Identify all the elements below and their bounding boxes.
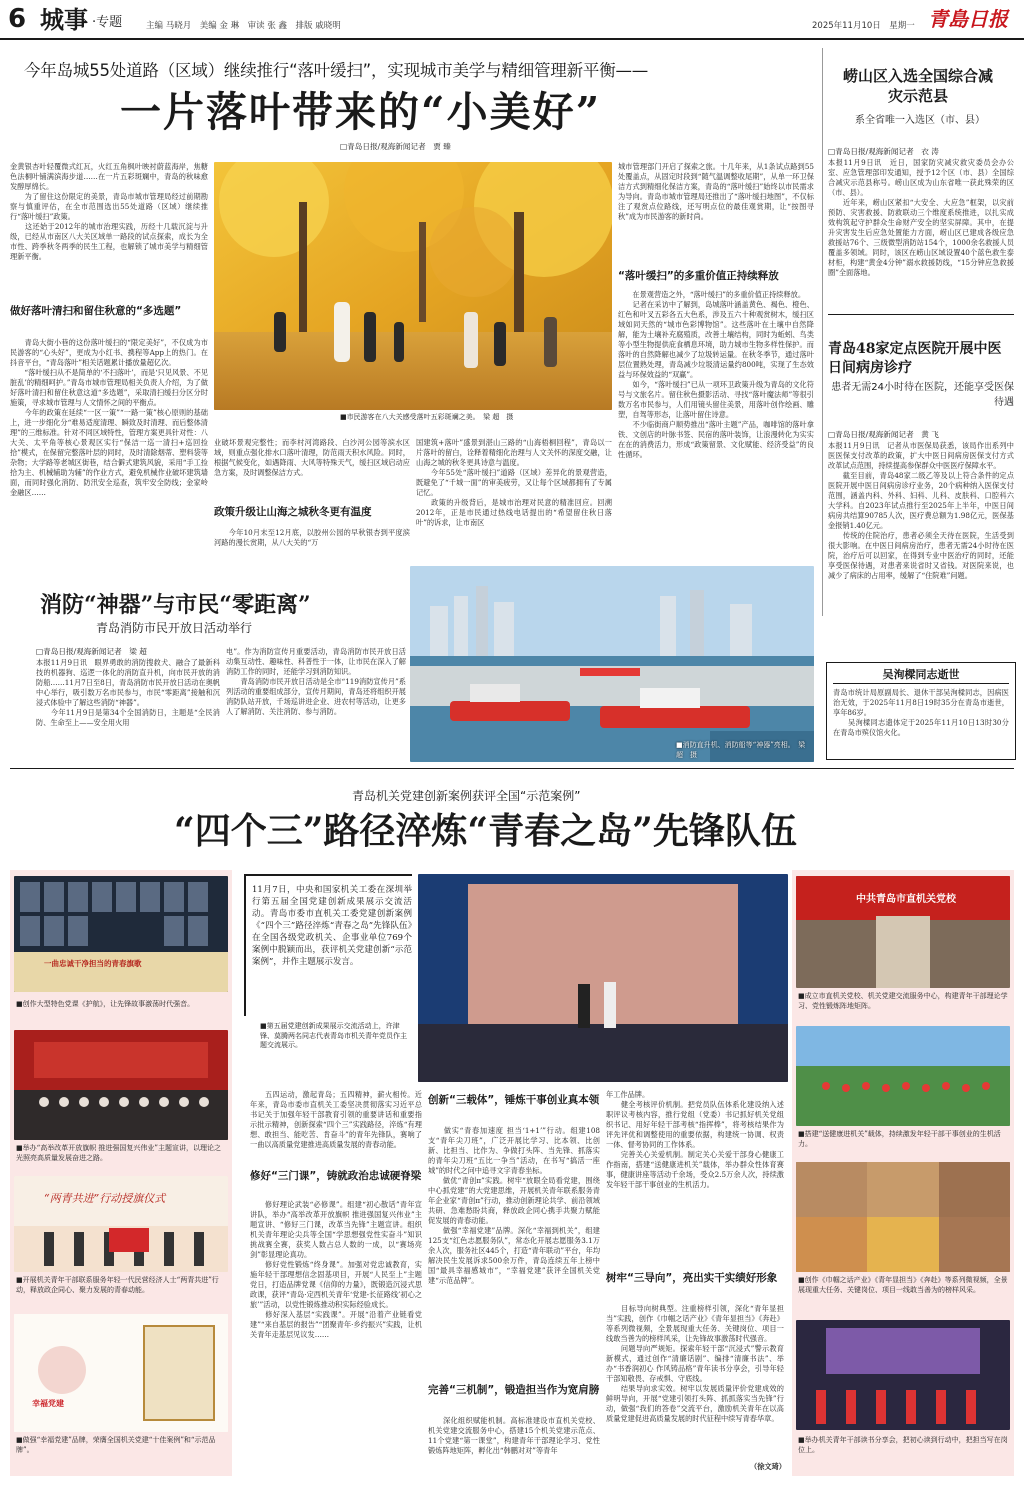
school-banner-text: 中共青岛市直机关党校 <box>856 894 956 905</box>
lead-photo <box>214 162 612 410</box>
party-col-a2: 修好理论武装“必修课”。组建“初心散话”青年宣讲队，举办“高举改革开放旗帜 推进强国复兴伟业”主题宣讲、“修好三门课，改革当先锋”主题宣讲。组织机关青年理论尖兵等全国“学思想强党性实奋斗”知识挑战赛全赛，获奖人数占总人数的一成，以“赛场亮剑”彰显理论真功。 修好党性锻炼“终身课”。加强对党忠诚教育，实施年轻干部理想信念固基项目，开展“人民至上”主题党日，打造品牌党课《信仰的力量》，既锻造沉浸式思政课，获评“青岛·定西机关青年‘党建-长征路线’初心之旅’”活动，以党性锻炼推动积实际经验成长。 修好深入基层“实践课”。开展“沿着产业链看党建”“来自基层的报告”“团聚青年·乡约振兴”实践，让机关青年走基层见议发…… <box>250 1200 422 1339</box>
party-subhead-c: 树牢“三导向”，亮出实干实绩好形象 <box>606 1272 778 1284</box>
tcm-subline: 患者无需24小时待在医院，还能享受医保待遇 <box>831 382 1014 408</box>
credits: 主编 马晓月 美编 金 琳 审读 张 鑫 排版 戚晓明 <box>146 21 341 31</box>
tcm-byline: □青岛日报/观海新闻记者 黄 飞 <box>828 430 939 439</box>
party-stage-caption: ■第五届党建创新成果展示交流活动上，许津锋、莫腾两名同志代表青岛市机关青年党员作主题交流展示。 <box>260 1022 407 1049</box>
laoshan-subline: 系全省唯一入选区（市、县） <box>855 115 985 126</box>
section-divider <box>10 768 1014 769</box>
party-col-c2: 目标导向树典型。注重榜样引领，深化“青年显担当”实践，创作《巾帼之话产业》《青年显担当》《奔赴》等系列微视频，全景展现重大任务、关键岗位、项目一线敢当善为的榜样风采，让先锋故事激荡时代强音。 问题导向严规矩。探索年轻干部“沉浸式”警示教育新模式，通过创作“清廉话剧”、编排“清廉书法”、举办“书香润初心 作风铸品格”青年读书分享会，引导年轻干部知敬畏、存戒惧、守底线。 结果导向求实效。树牢以发展质量评价党建成效的鲜明导向，开展“党建引领打头阵、抓抓落实当先锋”行动，做强“我们的答卷”交流平台，激励机关青年在以高质量党建促进高质量发展的时代征程中续写青春华章。 <box>606 1304 784 1423</box>
page-number: 6 <box>8 4 27 34</box>
obituary-box <box>826 662 1016 760</box>
right-column-divider <box>822 48 823 616</box>
lead-photo-caption: ■市民游客在八大关感受落叶五彩斑斓之美。 梁 超 摄 <box>340 413 514 421</box>
left-caption-3: ■开展机关青年干部联系服务年轻一代民营经济人士“两青共进”行动，释放政企同心、聚力发展的青春动能。 <box>16 1276 219 1294</box>
party-photo-portraits <box>796 1162 1010 1272</box>
flag-ceremony-text: “两青共进”行动授旗仪式 <box>44 1192 166 1205</box>
fire-subline: 青岛消防市民开放日活动举行 <box>96 621 253 635</box>
lead-col4b: 在景观营造之外，“落叶缓扫”的多重价值正持续释放。 记者在采访中了解到，岛城落叶涵盖黄色、褐色、橙色、红色和叶叉五彩各五大色系，涉及五六十种观赏树木，缓扫区域如同天然的“城市色彩博物馆”。这些落叶在土壤中自然降解，能为土壤补充腐殖质，改善土壤结构，同时为蚯蚓、鸟类等小型生物提供庇食栖息环境，助力城市生物多样性保护。而落叶的自然降解也减少了垃圾转运量。在秋冬季节，通过落叶层位置熟处理，青岛减少垃圾清运量约800吨，实现了生态效益与环保效益的“双赢”。 如今，“落叶缓扫”已从一项环卫政策升级为青岛的文化符号与文旅名片。留住秋色摄影活动、寻找“落叶魔法师”等很引数万名市民参与，人们用镜头留住美景，用落叶创作绘画、雕塑，自驾等形态，让落叶留住诗意。 不少临街商户顺势推出“落叶主题”产品，咖啡馆的落叶拿铁、文创店的叶脉书签、民宿的落叶装饰，让浪漫转化为实实在在的消费活力，形成“政策留景、文化赋能、经济受益”的良性循环。 <box>618 290 814 459</box>
party-col-c1: 年工作品牌。 健全考核评价机制。把党员队伍体系化建设纳入述职评议考核内容，推行党组（党委）书记抓好机关党组织书记、用好年轻干部考核“指挥棒”，将考核结果作为评先评优和调整使用的重要依据，构建统一协调、权责一体、督考协同的工作体系。 完善关心关爱机制。制定关心关爱干部身心健康工作指南，搭建“送健康进机关”载体，举办群众性体育赛事，健康讲座等活动千余场，受众2.5万余人次，持续激发年轻干部干事创业的生机活力。 <box>606 1090 784 1189</box>
lead-col1: 金黄银杏叶轻覆微式红瓦，火红五角枫叶映衬蔚蓝海岸，焦糖色法桐叶铺满滨海步道……在一片五彩斑斓中，青岛的秋味愈发醇厚绵长。 为了留住这份限定的美景，青岛市城市管理局经过前期勘察与慎重评估，在全市范围选出55处道路（区域）继续推行“落叶缓扫”政策。 这还始于2012年的城市治理实践，历经十几载沉淀与升级，已经从市南区八大关区域单一路段的试点探索，成长为全市性、跨季秋冬两季的民生工程，也解锁了城市美学与精细管理新平衡。 <box>10 162 208 261</box>
lead-kicker: 今年岛城55处道路（区域）继续推行“落叶缓扫”，实现城市美学与精细管理新平衡—— <box>24 61 649 80</box>
fire-byline: □青岛日报/观海新闻记者 梁 超 <box>36 647 147 656</box>
party-subhead-b1: 创新“三载体”，锤炼干事创业真本领 <box>428 1094 600 1106</box>
party-col-b1: 做实“青春加速度 担当‘1+1’”行动。组建108支“青年尖刀班”，广泛开展比学习、比本领、比创新、比担当、比作为、争做打头阵、当先锋、抓落实的青年尖刀班“五比一争当”活动，在书写“搞活一座城”的时代之问中追寻文字青春坐标。 做优“青创π”实践。树牢“放眼全局看党建，围绕中心抓党建”的大党建思维，开展机关青年联系服务青年企业家“青创π”行动，推动创新理论共学、前沿领域共研、急难愁盼共商，释放政企同心携手共聚力赋能促发展的青春动能。 做强“幸福党建”品牌。深化“幸福到机关”，组建125支“红色志愿服务队”，常态化开展志愿服务3.1万余人次，服务社区445个，打造“青年联动”平台，年均解决民生发展诉求500余万件，青岛连续五年上榜中国“最具幸福感城市”，“幸福党建”获评全国机关党建“示范品牌”。 <box>428 1126 600 1285</box>
lead-byline: □青岛日报/观海新闻记者 贾 臻 <box>340 142 451 151</box>
laoshan-body: 本报11月9日讯 近日，国家防灾减灾救灾委员会办公室、应急管理部印发通知，授予12个区（市、县）全国综合减灾示范县称号。崂山区成为山东省唯一获此殊荣的区（市、县）。 近年来，崂山区紧扣“大安全、大应急”框架，以灾前预防、灾害救援、防救联动三个维度系统推进，以扎实成效构筑起守护群众生命财产安全的坚实屏障。其中，在提升灾害发生后应急处置能力方面，崂山区已建成各级应急救援站76个、三级微型消防站154个，1000余名救援人员覆盖多领域。同时，该区在崂山区域设置40个蓝色救生泰材柜，构建“黄金4分钟”溺水救援防线，“15分钟应急救援圈”全面落地。 <box>828 158 1014 277</box>
tcm-body: 本报11月9日讯 记者从市医保局获悉，该局作出系列中医医保支付改革的政策，扩大中医日间病房医保支付方式改革试点范围，持续提高参保群众中医医疗保障水平。 截至目前，青岛48家二级乙等及以上符合条件的定点医院开展中医日间病房诊疗业务，20个病种纳入医保支付范围，涵盖内科、外科、妇科、儿科、皮肤科、口腔科六大学科。自2023年试点推行至2025年上半年，中医日间病房共结算90785人次，医疗费总额为1.98亿元，医保基金报销1.40亿元。 传统的住院治疗，患者必须全天待在医院，生活受到很大影响。在中医日间病房治疗，患者无需24小时待在医院，治疗后可以回家，在得到专业中医治疗的同时，还能享受医保待遇，对患者来说省时又省钱。对医院来说，也减少了病床的占用率，缓解了“住院难”问题。 <box>828 441 1014 580</box>
lead-headline: 一片落叶带来的“小美好” <box>120 88 602 136</box>
right-divider-1 <box>828 314 1014 315</box>
obituary-body: 青岛市统计局原副局长、退休干部吴洵樑同志，因病医治无效，于2025年11月8日19时35分在青岛市逝世，享年86岁。 吴洵樑同志遗体定于2025年11月10日13时30分在青岛市殡仪馆火化。 <box>833 688 1009 737</box>
laoshan-byline: □青岛日报/观海新闻记者 衣 涛 <box>828 147 939 156</box>
lead-subhead-3: “落叶缓扫”的多重价值正持续释放 <box>618 270 779 282</box>
fire-photo-caption: ■消防直升机、消防船等“神器”亮相。 梁 超 摄 <box>676 741 806 759</box>
party-col-a: 五四运动，激起青岛；五四精神，薪火相传。近年来，青岛市委市直机关工委坚决贯彻落实习近平总书记关于加强年轻干部教育引领的重要讲话和重要指示批示精神，创新探索“四个三”实践路径，淬炼“有理想、敢担当、能吃苦、肯奋斗”的青年先锋队，赛响了一曲以高质量党建推进高质量发展的青春动能。 <box>250 1090 422 1149</box>
laoshan-headline: 崂山区入选全国综合减灾示范县 <box>842 67 993 105</box>
party-headline: “四个三”路径淬炼“青春之岛”先锋队伍 <box>174 810 797 852</box>
fire-photo <box>410 566 814 762</box>
party-author: （徐文琦） <box>750 1462 786 1471</box>
issue-date: 2025年11月10日 星期一 <box>812 21 915 31</box>
party-photo-school <box>796 876 1010 988</box>
fire-headline: 消防“神器”与市民“零距离” <box>40 592 311 618</box>
lead-subhead-1: 做好落叶清扫和留住秋意的“多选题” <box>10 305 182 317</box>
party-photo-huhang <box>14 876 228 992</box>
brand-text: 幸福党建 <box>32 1399 64 1408</box>
section-title: 城事 <box>40 6 88 34</box>
party-photo-lecture <box>14 1030 228 1140</box>
right-caption-2: ■搭建“送健康进机关”载体，持续激发年轻干部干事创业的生机活力。 <box>798 1130 1001 1148</box>
lead-col3: 国建筑+落叶”盛景到湛山三路的“山海梧桐回程”，青岛以一片落叶的留白，诠释着精细化治理与人文关怀的深度交融，让山海之城的秋冬更具诗意与温度。 今年55处“落叶缓扫”道路（区域）差异化的景观营造，既避免了“千城一面”的审美疲劳，又让每个区域都拥有了专属记忆。 政策的升级背后，是城市治理对民意的精准回应。回溯2012年，正是市民通过热线电话提出的“希望留住秋日落叶”的诉求，让市南区 <box>416 438 612 527</box>
party-subhead-a: 修好“三门课”，铸就政治忠诚硬脊梁 <box>250 1170 422 1182</box>
party-col-b2: 深化组织赋能机制。高标准建设市直机关党校、机关党建交流服务中心，搭建15个机关党建示范点、11个党建“第一课堂”，构建青年干部理论学习、党性锻炼阵地矩阵，孵化出“韩鹏对对”等青年 <box>428 1416 600 1455</box>
right-caption-1: ■成立市直机关党校、机关党建交流服务中心，构建青年干部理论学习、党性锻炼阵地矩阵。 <box>798 992 1008 1010</box>
party-kicker: 青岛机关党建创新案例获评全国“示范案例” <box>352 789 581 803</box>
party-photo-flag <box>14 1176 228 1272</box>
party-subhead-b2: 完善“三机制”，锻造担当作为宽肩膀 <box>428 1384 600 1396</box>
party-photo-brand <box>14 1314 228 1432</box>
party-intro: 11月7日，中央和国家机关工委在深圳举行第五届全国党建创新成果展示交流活动。青岛市委市直机关工委党建创新案例《“四个三”路径淬炼“青春之岛”先锋队伍》在全国各级党政机关、企事业单位769个案例中脱颖而出，获评机关党建创新“示范案例”，并作主题展示发言。 <box>252 885 412 967</box>
fire-col2: 电”。作为消防宣传月重要活动，青岛消防市民开放日活动集互动性、趣味性、科普性于一体，让市民在深入了解消防工作的同时，还能学习到消防知识。 青岛消防市民开放日活动是全市“119消防宣传月”系列活动的重要组成部分，宣传月期间，青岛还将组织开展消防队站开放，千场巡讲进企业、进农村等活动，让更多人了解消防、关注消防、参与消防。 <box>226 647 406 716</box>
right-caption-4: ■举办机关青年干部读书分享会，把初心读到行动中，把担当写在岗位上。 <box>798 1436 1008 1454</box>
right-caption-3: ■创作《巾帼之话产业》《青年显担当》《奔赴》等系列微视频，全景展现重大任务、关键岗位、项目一线敢当善为的榜样风采。 <box>798 1276 1008 1294</box>
huhang-banner-text: 一曲忠诚干净担当的青春旗歌 <box>44 959 142 968</box>
lead-subhead-2: 政策升级让山海之城秋冬更有温度 <box>214 506 372 518</box>
fire-col1: 本报11月9日讯 眼界勇敢的消防搜救犬、融合了最新科技的机器狗、巡逻一体化的消防直升机，向市民开放的消防船……11月7日至8日，青岛消防市民开放日活动在奥帆中心举行，吸引数万名市民参与，市民“零距离”接触和沉浸式体验中了解这些消防“神器”。 今年11月9日是第34个全国消防日，主题是“全民消防、生命至上——安全用火用 <box>36 658 220 727</box>
party-stage-photo <box>418 874 788 1082</box>
lead-col4: 城市管理部门开启了探索之旅。十几年来，从1条试点路到55处覆盖点，从固定时段到“随气温调整收尾期”，从单一环卫保洁方式到精细化保洁方案，青岛的“落叶缓扫”始终以市民需求为导向。青岛市城市管理局还推出了“落叶缓扫地图”，不仅标注了观赏点位路线，还写明点位的最佳观赏期，让“按图寻秋”成为市民游客的新时尚。 <box>618 162 814 221</box>
section-subtitle: ·专题 <box>92 15 123 30</box>
left-caption-4: ■做强“幸福党建”品牌，荣膺全国机关党建“十佳案例”和“示范品牌”。 <box>16 1436 216 1454</box>
newspaper-logo: 青島日报 <box>928 7 1008 31</box>
lead-col2: 业破坏景观完整性；而李村河湾路段、白沙河公园等滨水区域，则重点强化排水口落叶清理，防范雨天积水风险。同时，根据气候变化，如遇降雨、大风等特殊天气，缓扫区域启动应急方案，及时调整保洁方式。 <box>214 438 410 477</box>
masthead <box>0 0 1024 40</box>
tcm-headline: 青岛48家定点医院开展中医日间病房诊疗 <box>828 341 1002 376</box>
party-photo-reading <box>796 1320 1010 1430</box>
lead-col1b: 青岛大街小巷的这份落叶缓扫的“限定美好”，不仅成为市民游客的“心头好”，更成为小红书、携程等App上的热门。在抖音平台，“青岛落叶”相关话题累计播放量超亿次。 “落叶缓扫从不是简单的‘不扫落叶’，而是‘只见风景、不见脏乱’的精细呵护。”青岛市城市管理局相关负责人介绍，为了做好落叶清扫和留住秋意这道“多选题”，采取清扫缓扫分区分时施策，寻求城市管理与人文情怀之间的平衡点。 今年的政策在延续“一区一策”“一路一策”核心原则的基础上，进一步细化分“难易适度清理、瞬致及时清理、而后整体清理”的三维标准。针对不同区域特性，管理方案更具针对性：八大关、太平角等核心景观区实行“保洁一巡一清扫+巡回捡拾”模式，在保留完整落叶层的同时，及时清除烟蒂、塑料袋等杂物；大学路等老城区街巷，结合僻式建筑风貌，采用“手工捡拾为主、机械辅助为辅”的作业方式，避免机械作业破坏建筑墙面，而同时强化消防、防汛安全巡查，筑牢安全防线；金家岭金融区…… <box>10 338 208 497</box>
obituary-title: 吴洵樑同志逝世 <box>833 663 1009 684</box>
left-caption-2: ■举办“高举改革开放旗帜 推进强国复兴伟业”主题宣讲，以理论之光照亮高质量发展奋进之路。 <box>16 1144 221 1162</box>
lead-col2b: 今年10月末至12月底，以胶州公园的早秋银杏到平度滨河路的漫长赏期，从八大关的“万 <box>214 528 410 547</box>
party-photo-sports <box>796 1026 1010 1126</box>
left-caption-1: ■创作大型特色党课《护航》，让先锋故事激荡时代强音。 <box>16 1000 195 1008</box>
